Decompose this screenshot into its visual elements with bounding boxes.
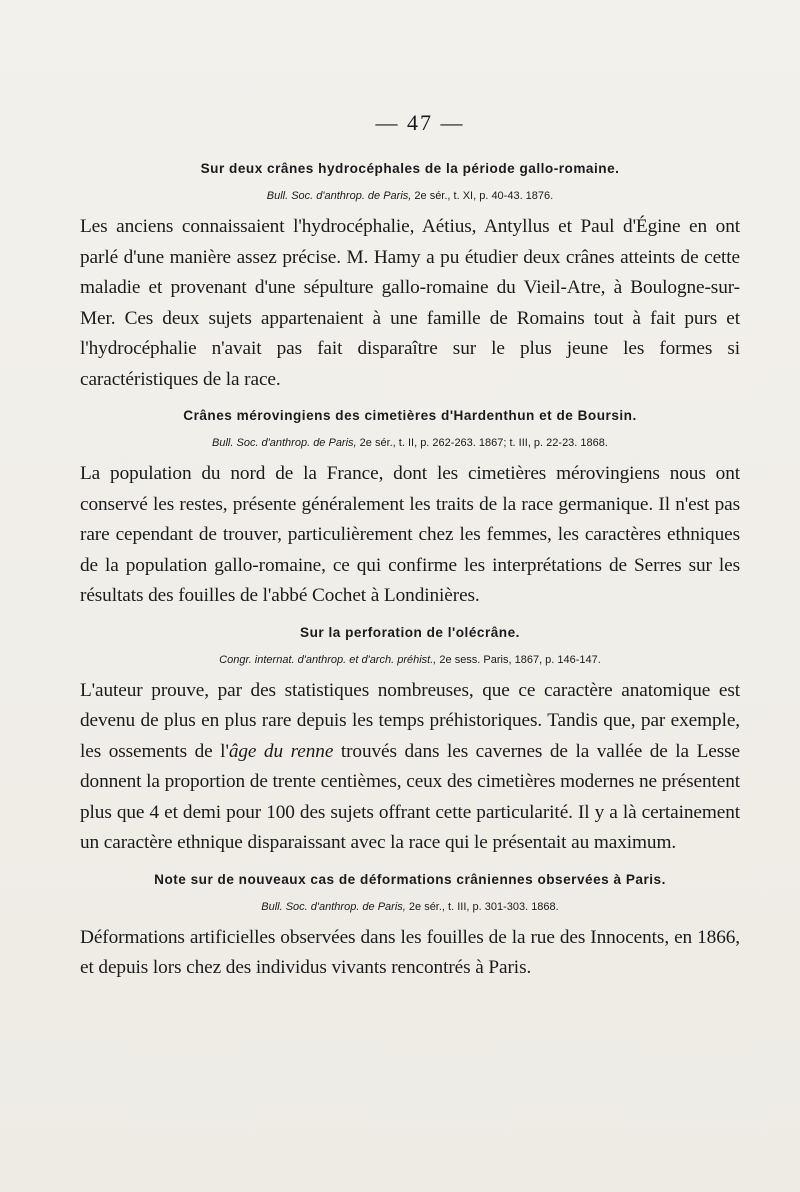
section-paragraph: Déformations artificielles observées dans les fouilles de la rue des Innocents, en 1866, et depuis lors chez des individus vivants rencontrés à Paris. bbox=[80, 926, 740, 978]
section-citation bbox=[80, 188, 740, 204]
citation-details: 2e sér., t. XI, p. 40-43. 1876. bbox=[411, 190, 554, 202]
section-paragraph: Les anciens connaissaient l'hydrocéphalie, Aétius, Antyllus et Paul d'Égine en ont parlé d'une manière assez précise. M. Hamy a pu étudier deux crânes atteints de cette maladie et provenant d'une sépulture gallo-romaine du Vieil-Atre, à Boulogne-sur-Mer. Ces deux sujets appartenaient à une famille de Romains tout à fait purs et l'hydrocéphalie n'avait pas fait disparaître sur le plus jeune les formes si caractéristiques de la race. bbox=[80, 216, 740, 390]
citation-source: Bull. Soc. d'anthrop. de Paris, bbox=[261, 900, 406, 913]
section-title: Note sur de nouveaux cas de déformations crâniennes observées à Paris. bbox=[154, 871, 666, 887]
section-paragraph: La population du nord de la France, dont les cimetières mérovingiens nous ont conservé les restes, présente généralement les traits de la race germanique. Il n'est pas rare cependant de trouver, particulièrement chez les femmes, les caractères ethniques de la population gallo-romaine, ce qui confirme les interprétations de Serres sur les résultats des fouilles de l'abbé Cochet à Londinières. bbox=[80, 463, 740, 606]
citation-details: 2e sess. Paris, 1867, p. 146-147. bbox=[436, 653, 601, 666]
section-title: Crânes mérovingiens des cimetières d'Hardenthun et de Boursin. bbox=[183, 408, 637, 423]
page-content bbox=[80, 108, 740, 996]
section-title: Sur deux crânes hydrocéphales de la période gallo-romaine. bbox=[200, 161, 620, 176]
page-number: — 47 — bbox=[375, 110, 465, 135]
section-olecrane bbox=[80, 624, 740, 859]
section-citation bbox=[80, 435, 740, 451]
section-hydrocephales bbox=[80, 160, 740, 395]
paragraph-text: trouvés dans les cavernes de la vallée de la Lesse donnent la proportion de trente centièmes, ceux des cimetières modernes ne présentent plus que 4 et demi pour 100 des sujets offrant cette particularité. Il y a là certainement un caractère ethnique disparaissant avec la race qui le présentait au maximum. bbox=[80, 740, 740, 853]
citation-source: Bull. Soc. d'anthrop. de Paris, bbox=[266, 190, 412, 202]
paragraph-italic-term: âge du renne bbox=[228, 740, 334, 762]
section-citation bbox=[80, 652, 740, 668]
section-deformations bbox=[80, 871, 740, 984]
citation-details: 2e sér., t. III, p. 301-303. 1868. bbox=[405, 900, 559, 913]
citation-source: Bull. Soc. d'anthrop. de Paris, bbox=[212, 437, 357, 449]
section-paragraph bbox=[80, 676, 740, 859]
section-title: Sur la perforation de l'olécrâne. bbox=[300, 624, 520, 640]
paragraph-text: L'auteur prouve, par des statistiques nombreuses, que ce caractère anatomique est devenu de plus en plus rare depuis les temps préhistoriques. Tandis que, par exemple, les ossements de l' bbox=[80, 679, 740, 762]
section-citation bbox=[80, 899, 740, 915]
citation-source: Congr. internat. d'anthrop. et d'arch. préhist., bbox=[219, 653, 437, 666]
section-merovingiens bbox=[80, 407, 740, 612]
citation-details: 2e sér., t. II, p. 262-263. 1867; t. III, p. 22-23. 1868. bbox=[356, 437, 608, 449]
